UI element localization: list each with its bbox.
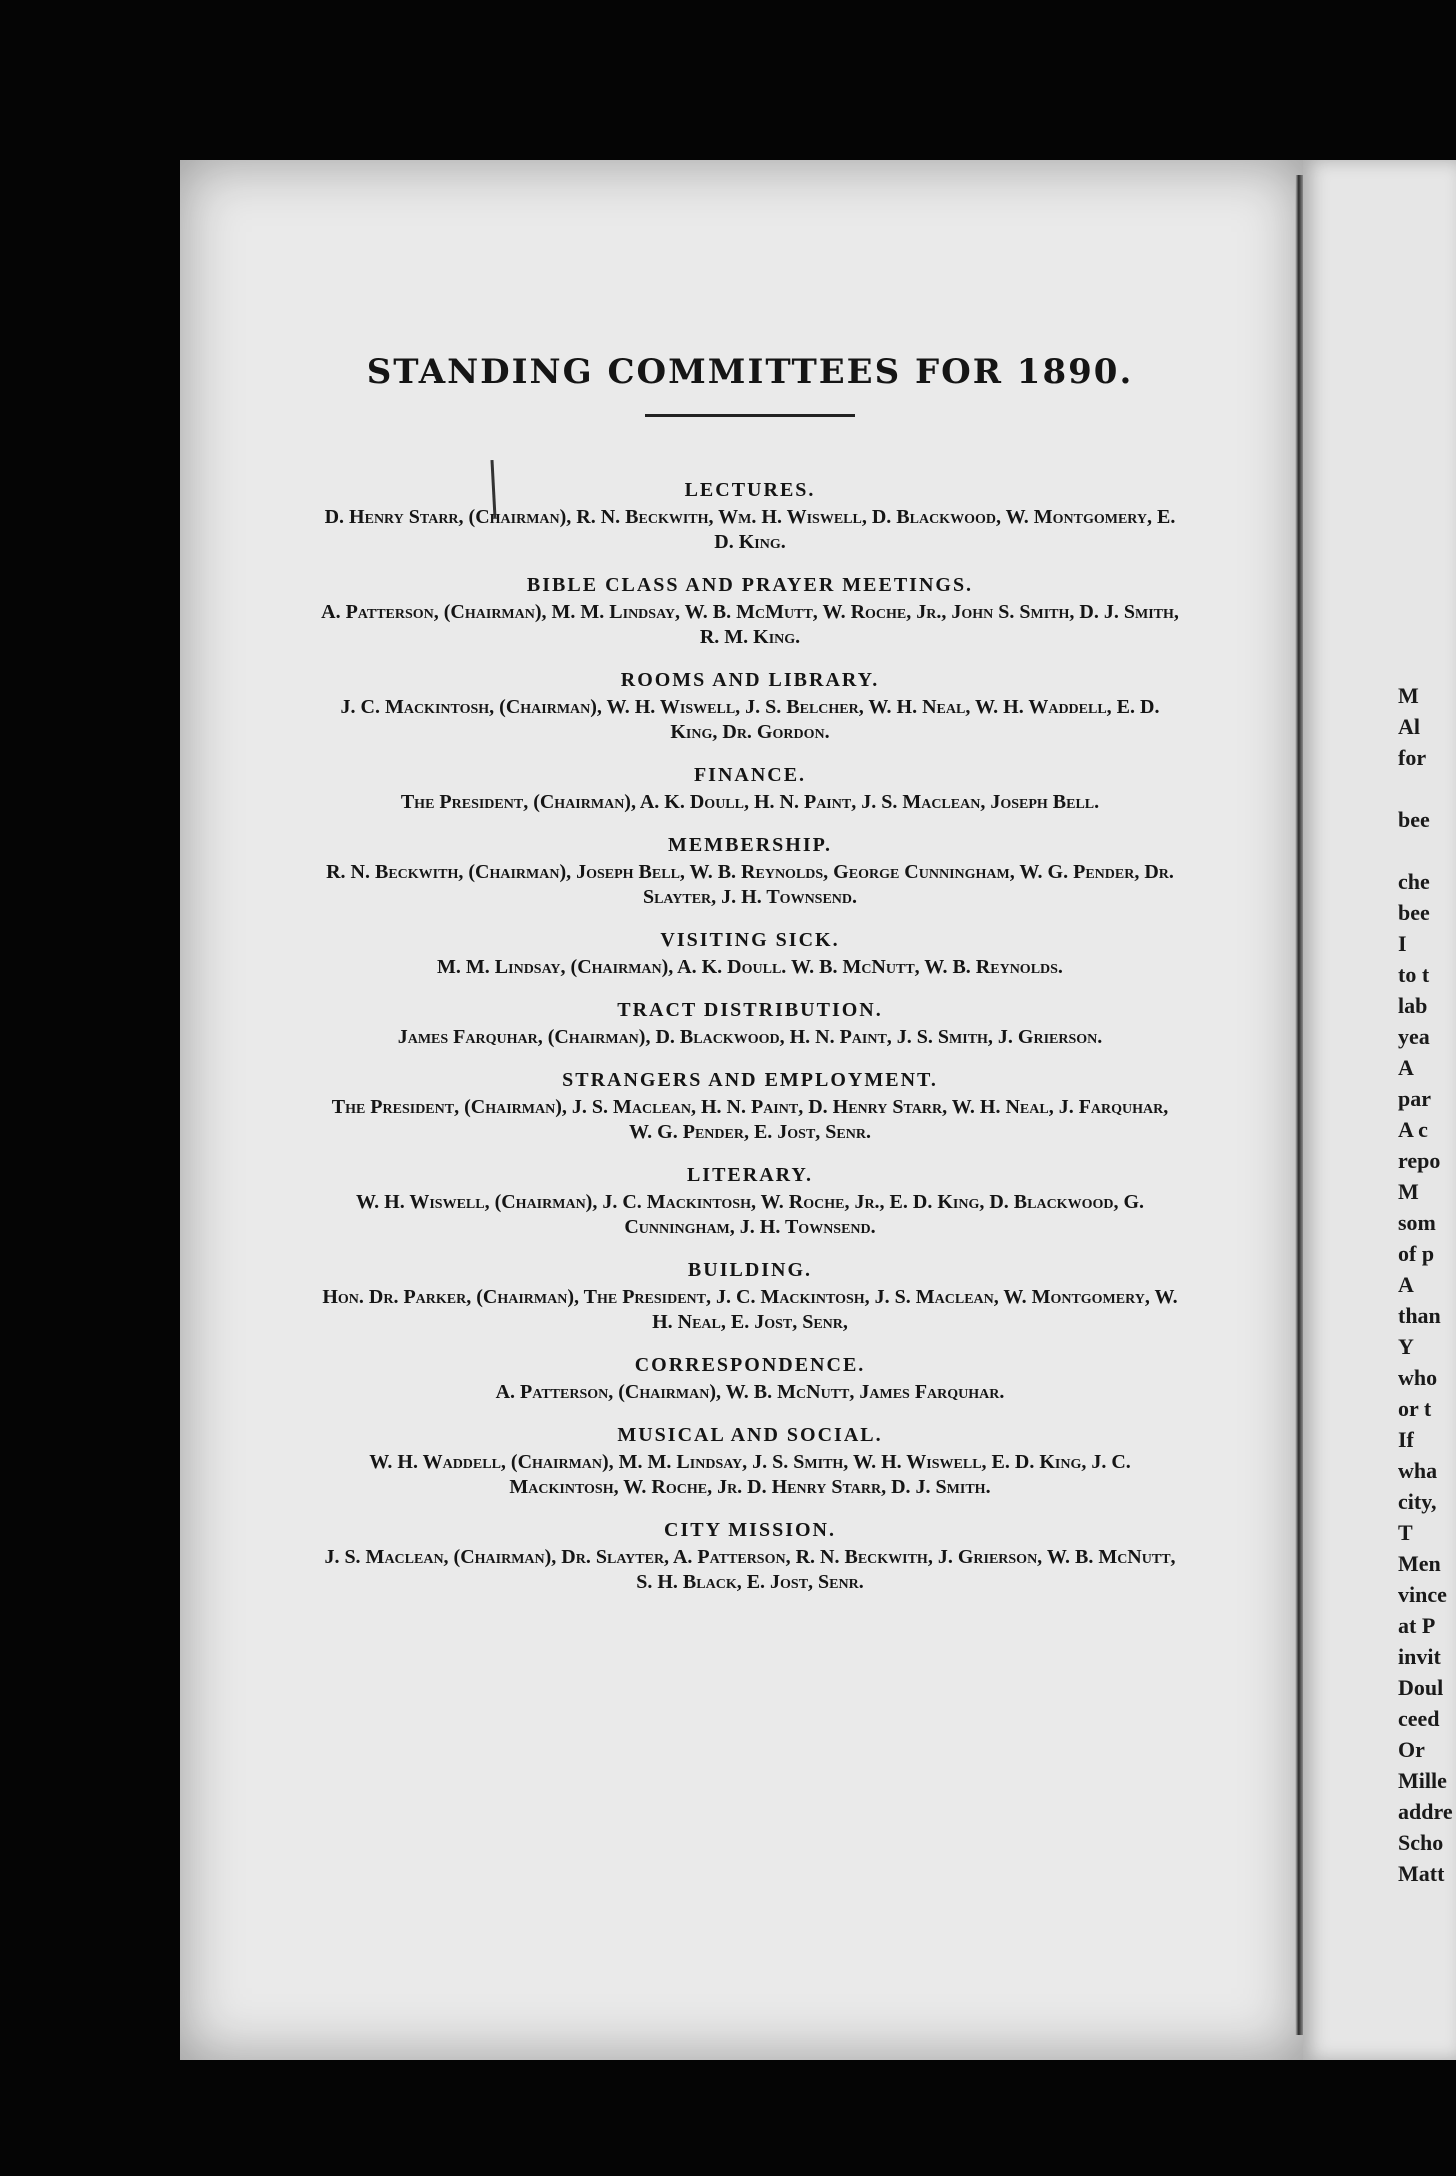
adjacent-text-fragment xyxy=(1398,773,1456,804)
committee-members: W. H. Waddell, (Chairman), M. M. Lindsay, J. S. Smith, W. H. Wiswell, E. D. King, J. C. Mackintosh, W. Roche, Jr. D. Henry Starr, D. J. Smith. xyxy=(369,1451,1131,1498)
adjacent-text-fragment: M xyxy=(1398,1179,1419,1204)
committee-heading: BUILDING. xyxy=(687,1259,813,1281)
adjacent-text-fragment: at P xyxy=(1398,1613,1436,1638)
committee-block xyxy=(320,997,1180,1050)
adjacent-text-fragment: vince xyxy=(1398,1582,1447,1607)
committee-block xyxy=(320,477,1180,555)
adjacent-text-fragment: Scho xyxy=(1398,1830,1444,1855)
committee-heading: CORRESPONDENCE. xyxy=(634,1354,866,1376)
adjacent-text-fragment: Y xyxy=(1398,1334,1414,1359)
committee-heading: LITERARY. xyxy=(686,1164,814,1186)
adjacent-text-fragment: invit xyxy=(1398,1644,1441,1669)
committee-block xyxy=(320,1067,1180,1145)
committee-block xyxy=(320,1162,1180,1240)
adjacent-text-fragment: Al xyxy=(1398,714,1420,739)
committee-heading: MUSICAL AND SOCIAL. xyxy=(617,1424,883,1446)
adjacent-text-fragment: Or xyxy=(1398,1737,1425,1762)
adjacent-text-fragment xyxy=(1398,835,1456,866)
committee-members: The President, (Chairman), J. S. Maclean, H. N. Paint, D. Henry Starr, W. H. Neal, J. Farquhar, W. G. Pender, E. Jost, Senr. xyxy=(331,1096,1169,1143)
adjacent-text-fragment: city, xyxy=(1398,1489,1437,1514)
committee-heading: TRACT DISTRIBUTION. xyxy=(617,999,883,1021)
committee-heading: FINANCE. xyxy=(693,764,807,786)
adjacent-text-fragment: repo xyxy=(1398,1148,1441,1173)
adjacent-text-fragment: A xyxy=(1398,1272,1414,1297)
committee-block xyxy=(320,1257,1180,1335)
adjacent-text-fragment: A xyxy=(1398,1055,1414,1080)
committee-members: J. S. Maclean, (Chairman), Dr. Slayter, A. Patterson, R. N. Beckwith, J. Grierson, W. B. McNutt, S. H. Black, E. Jost, Senr. xyxy=(324,1546,1176,1593)
committee-heading: ROOMS AND LIBRARY. xyxy=(620,669,880,691)
adjacent-text-fragment: Mille xyxy=(1398,1768,1447,1793)
adjacent-text-fragment: M xyxy=(1398,683,1419,708)
adjacent-text-fragment: ceed xyxy=(1398,1706,1440,1731)
committee-block xyxy=(320,927,1180,980)
committee-block xyxy=(320,1352,1180,1405)
adjacent-text-fragment: Men xyxy=(1398,1551,1441,1576)
committee-members: Hon. Dr. Parker, (Chairman), The President, J. C. Mackintosh, J. S. Maclean, W. Montgomery, W. H. Neal, E. Jost, Senr, xyxy=(322,1286,1178,1333)
adjacent-text-fragment: Doul xyxy=(1398,1675,1444,1700)
adjacent-text-fragment: I xyxy=(1398,931,1407,956)
adjacent-text-fragment: to t xyxy=(1398,962,1430,987)
adjacent-text-fragment: of p xyxy=(1398,1241,1435,1266)
committee-block xyxy=(320,667,1180,745)
adjacent-text-fragment: che xyxy=(1398,869,1430,894)
adjacent-text-fragment: or t xyxy=(1398,1396,1432,1421)
committee-block xyxy=(320,832,1180,910)
committee-members: W. H. Wiswell, (Chairman), J. C. Mackintosh, W. Roche, Jr., E. D. King, D. Blackwood, G. Cunningham, J. H. Townsend. xyxy=(355,1191,1145,1238)
adjacent-text-fragment: T xyxy=(1398,1520,1413,1545)
committee-members: A. Patterson, (Chairman), W. B. McNutt, James Farquhar. xyxy=(495,1381,1005,1403)
committee-heading: STRANGERS AND EMPLOYMENT. xyxy=(562,1069,938,1091)
adjacent-text-fragment: bee xyxy=(1398,807,1430,832)
committee-heading: VISITING SICK. xyxy=(660,929,840,951)
committee-block xyxy=(320,1517,1180,1595)
adjacent-text-fragment: par xyxy=(1398,1086,1431,1111)
committee-members: M. M. Lindsay, (Chairman), A. K. Doull. W. B. McNutt, W. B. Reynolds. xyxy=(437,956,1063,978)
committee-members: A. Patterson, (Chairman), M. M. Lindsay, W. B. McMutt, W. Roche, Jr., John S. Smith, D. J. Smith, R. M. King. xyxy=(321,601,1179,648)
adjacent-text-fragment: yea xyxy=(1398,1024,1430,1049)
committee-block xyxy=(320,1422,1180,1500)
page-title: STANDING COMMITTEES FOR 1890. xyxy=(366,352,1134,392)
committee-list xyxy=(320,477,1180,1595)
adjacent-page-text xyxy=(1398,680,1456,1889)
committee-members: R. N. Beckwith, (Chairman), Joseph Bell, W. B. Reynolds, George Cunningham, W. G. Pender, Dr. Slayter, J. H. Townsend. xyxy=(326,861,1174,908)
adjacent-text-fragment: If xyxy=(1398,1427,1414,1452)
adjacent-text-fragment: lab xyxy=(1398,993,1428,1018)
page-content xyxy=(320,350,1180,1612)
committee-heading: BIBLE CLASS AND PRAYER MEETINGS. xyxy=(526,574,974,596)
committee-members: The President, (Chairman), A. K. Doull, H. N. Paint, J. S. Maclean, Joseph Bell. xyxy=(400,791,1100,813)
committee-heading: MEMBERSHIP. xyxy=(667,834,833,856)
committee-heading: LECTURES. xyxy=(684,479,816,501)
title-divider xyxy=(645,414,855,417)
committee-heading: CITY MISSION. xyxy=(664,1519,836,1541)
adjacent-text-fragment: A c xyxy=(1398,1117,1428,1142)
adjacent-text-fragment: bee xyxy=(1398,900,1430,925)
committee-members: J. C. Mackintosh, (Chairman), W. H. Wiswell, J. S. Belcher, W. H. Neal, W. H. Waddell, E. D. King, Dr. Gordon. xyxy=(340,696,1160,743)
adjacent-text-fragment: for xyxy=(1398,745,1427,770)
committee-members: James Farquhar, (Chairman), D. Blackwood, H. N. Paint, J. S. Smith, J. Grierson. xyxy=(397,1026,1103,1048)
page-fold xyxy=(1295,175,1303,2035)
adjacent-text-fragment: addre xyxy=(1398,1799,1453,1824)
committee-block xyxy=(320,572,1180,650)
adjacent-text-fragment: wha xyxy=(1398,1458,1438,1483)
adjacent-text-fragment: Matt xyxy=(1398,1861,1445,1886)
adjacent-text-fragment: who xyxy=(1398,1365,1438,1390)
adjacent-text-fragment: than xyxy=(1398,1303,1441,1328)
committee-block xyxy=(320,762,1180,815)
adjacent-text-fragment: som xyxy=(1398,1210,1436,1235)
committee-members: D. Henry Starr, (Chairman), R. N. Beckwith, Wm. H. Wiswell, D. Blackwood, W. Montgomery, E. D. King. xyxy=(324,506,1176,553)
